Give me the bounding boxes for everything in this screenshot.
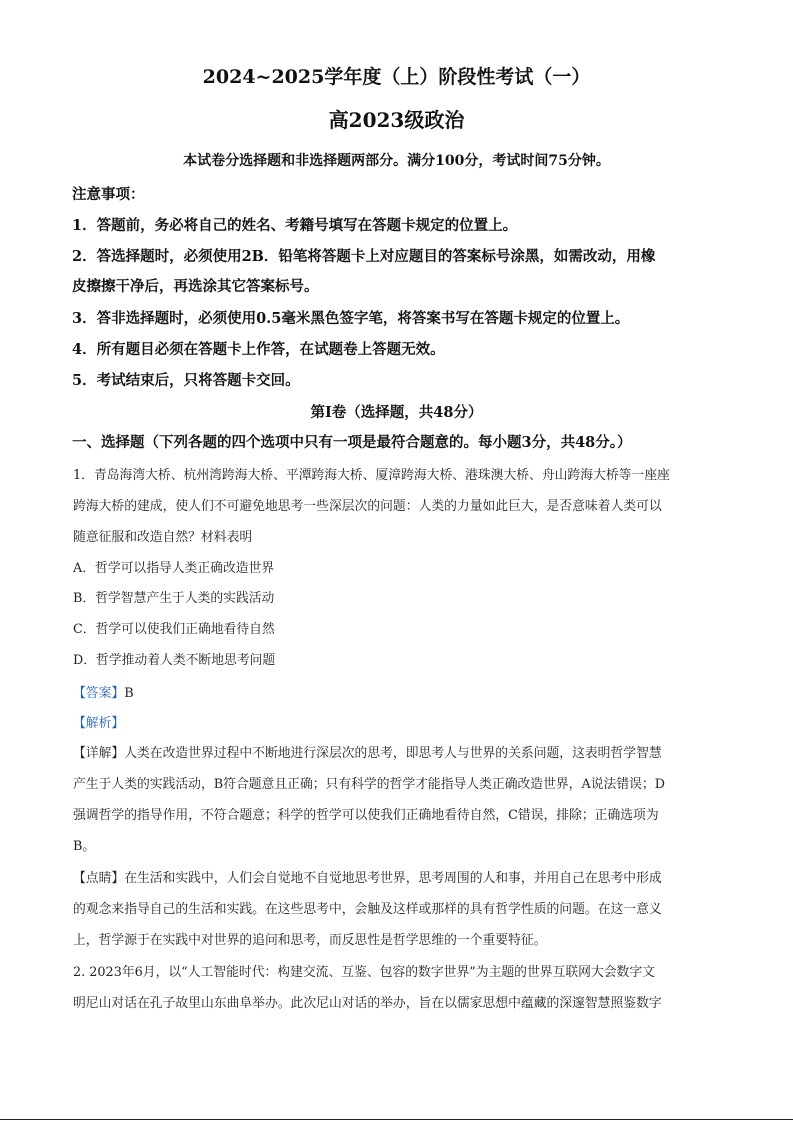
tip-line: 的观念来指导自己的生活和实践。在这些思考中，会触及这样或那样的具有哲学性质的问题。在这一意义 [73, 902, 662, 917]
detail-text: 人类在改造世界过程中不断地进行深层次的思考，即思考人与世界的关系问题，这表明哲学智慧 [124, 746, 662, 761]
answer-row [73, 682, 134, 701]
question-stem-line: 2. 2023年6月，以“人工智能时代：构建交流、互鉴、包容的数字世界”为主题的世界互联网大会数字文 [73, 965, 655, 980]
answer-value: B [124, 686, 134, 701]
exam-info: 本试卷分选择题和非选择题两部分。满分100分，考试时间75分钟。 [183, 153, 610, 169]
exam-subtitle: 高2023级政治 [328, 108, 465, 132]
notice-line: 2．答选择题时，必须使用2B．铅笔将答题卡上对应题目的答案标号涂黑，如需改动，用橡 [72, 248, 656, 265]
analysis-tag: 【解析】 [73, 716, 125, 731]
question-stem-line: 随意征服和改造自然？材料表明 [73, 530, 253, 545]
option-d: D．哲学推动着人类不断地思考问题 [73, 653, 276, 668]
notice-line: 1．答题前，务必将自己的姓名、考籍号填写在答题卡规定的位置上。 [72, 217, 518, 234]
notice-line: 5．考试结束后，只将答题卡交回。 [72, 372, 300, 389]
tip-line: 上，哲学源于在实践中对世界的追问和思考，而反思性是哲学思维的一个重要特征。 [73, 933, 547, 948]
tip-tag: 【点睛】 [73, 871, 125, 886]
question-stem-line: 1．青岛海湾大桥、杭州湾跨海大桥、平潭跨海大桥、厦漳跨海大桥、港珠澳大桥、舟山跨海大桥等一座座 [73, 468, 670, 483]
option-b: B．哲学智慧产生于人类的实践活动 [73, 591, 275, 606]
tip-text: 在生活和实践中，人们会自觉地不自觉地思考世界，思考周围的人和事，并用自己在思考中形成 [124, 871, 662, 886]
part-heading: 第Ⅰ卷（选择题，共48分） [310, 404, 483, 421]
tip-line [73, 867, 662, 886]
notice-line: 4．所有题目必须在答题卡上作答，在试题卷上答题无效。 [72, 341, 445, 358]
exam-title: 2024~2025学年度（上）阶段性考试（一） [202, 66, 591, 88]
detail-tag: 【详解】 [73, 746, 125, 761]
notice-line: 3．答非选择题时，必须使用0.5毫米黑色签字笔，将答案书写在答题卡规定的位置上。 [72, 310, 630, 327]
section-heading: 一、选择题（下列各题的四个选项中只有一项是最符合题意的。每小题3分，共48分。） [72, 434, 632, 451]
detail-line: B。 [73, 839, 96, 854]
question-stem-line: 明尼山对话在孔子故里山东曲阜举办。此次尼山对话的举办，旨在以儒家思想中蕴藏的深邃智慧照鉴数字 [73, 996, 662, 1011]
detail-line [73, 742, 662, 761]
option-c: C．哲学可以使我们正确地看待自然 [73, 622, 275, 637]
detail-line: 产生于人类的实践活动，B符合题意且正确；只有科学的哲学才能指导人类正确改造世界，A说法错误；D [73, 777, 665, 792]
option-a: A．哲学可以指导人类正确改造世界 [73, 561, 275, 576]
notice-line: 皮擦擦干净后，再选涂其它答案标号。 [72, 278, 319, 295]
notice-heading: 注意事项： [72, 186, 145, 203]
question-stem-line: 跨海大桥的建成，使人们不可避免地思考一些深层次的问题：人类的力量如此巨大，是否意味着人类可以 [73, 499, 662, 514]
page-bottom-rule [0, 1119, 793, 1120]
detail-line: 强调哲学的指导作用，不符合题意；科学的哲学可以使我们正确地看待自然，C错误，排除；正确选项为 [73, 808, 659, 823]
answer-tag: 【答案】 [73, 686, 125, 701]
